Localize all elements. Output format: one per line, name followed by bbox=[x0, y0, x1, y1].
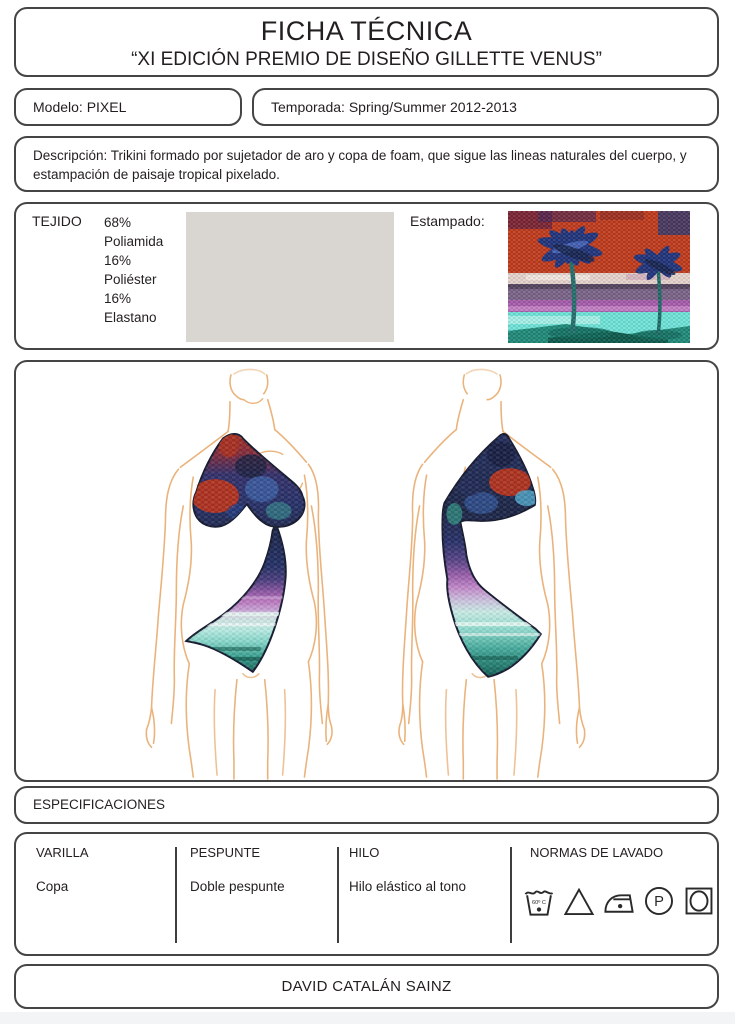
description-box bbox=[14, 136, 719, 192]
composition-line: 16% bbox=[104, 253, 132, 268]
front-figure bbox=[146, 369, 332, 779]
page-title: FICHA TÉCNICA bbox=[260, 16, 473, 46]
column-divider bbox=[337, 847, 339, 943]
tumble-dry-square-icon bbox=[682, 882, 716, 920]
author-box bbox=[14, 964, 719, 1009]
fabric-composition bbox=[104, 213, 163, 327]
care-symbols bbox=[522, 882, 716, 920]
fabric-swatch bbox=[186, 212, 394, 342]
season-box bbox=[252, 88, 719, 126]
bleach-triangle-icon bbox=[562, 882, 596, 920]
croquis-drawing bbox=[16, 362, 717, 780]
model-box bbox=[14, 88, 242, 126]
wash-tub-60-icon bbox=[522, 882, 556, 920]
iron-one-dot-icon bbox=[602, 882, 636, 920]
model-label: Modelo: bbox=[33, 99, 83, 115]
svg-text:P: P bbox=[654, 894, 664, 911]
spec-table bbox=[14, 832, 719, 956]
header-box bbox=[14, 7, 719, 77]
composition-line: 68% bbox=[104, 215, 132, 230]
description-text bbox=[33, 146, 703, 184]
column-header-pespunte: PESPUNTE bbox=[190, 845, 261, 860]
column-divider bbox=[175, 847, 177, 943]
composition-line: Poliéster bbox=[104, 272, 157, 287]
fabric-title: TEJIDO bbox=[32, 213, 82, 229]
description-label: Descripción: bbox=[33, 148, 108, 163]
season-text bbox=[271, 90, 517, 124]
description-value: Trikini formado por sujetador de aro y copa de foam, que sigue las lineas naturales del cuerpo, y estampación de paisaje tropical pixelado. bbox=[33, 148, 687, 182]
column-header-varilla: VARILLA bbox=[36, 845, 89, 860]
page-edge bbox=[0, 1012, 735, 1024]
composition-line: Elastano bbox=[104, 310, 157, 325]
specifications-box bbox=[14, 786, 719, 824]
model-text bbox=[33, 90, 126, 124]
model-value: PIXEL bbox=[86, 99, 127, 115]
dry-clean-circle-P-icon bbox=[642, 882, 676, 920]
trikini-front bbox=[180, 433, 304, 671]
author-name: DAVID CATALÁN SAINZ bbox=[281, 978, 452, 995]
trikini-back bbox=[438, 434, 542, 677]
page-subtitle: “XI EDICIÓN PREMIO DE DISEÑO GILLETTE VENUS” bbox=[131, 49, 602, 70]
season-label: Temporada: bbox=[271, 99, 345, 115]
column-divider bbox=[510, 847, 512, 943]
cell-hilo: Hilo elástico al tono bbox=[349, 879, 467, 894]
specifications-title: ESPECIFICACIONES bbox=[33, 797, 166, 812]
svg-text:60º C: 60º C bbox=[531, 899, 547, 906]
column-header-hilo: HILO bbox=[349, 845, 380, 860]
cell-varilla: Copa bbox=[36, 879, 69, 894]
composition-line: 16% bbox=[104, 291, 132, 306]
fabric-box bbox=[14, 202, 719, 350]
print-label: Estampado: bbox=[410, 213, 485, 229]
tropical-print-image bbox=[508, 211, 690, 343]
cell-pespunte: Doble pespunte bbox=[190, 879, 285, 894]
composition-line: Poliamida bbox=[104, 234, 164, 249]
column-header-normas: NORMAS DE LAVADO bbox=[530, 845, 664, 860]
figures-box bbox=[14, 360, 719, 782]
back-figure bbox=[399, 369, 585, 779]
season-value: Spring/Summer 2012-2013 bbox=[348, 99, 517, 115]
